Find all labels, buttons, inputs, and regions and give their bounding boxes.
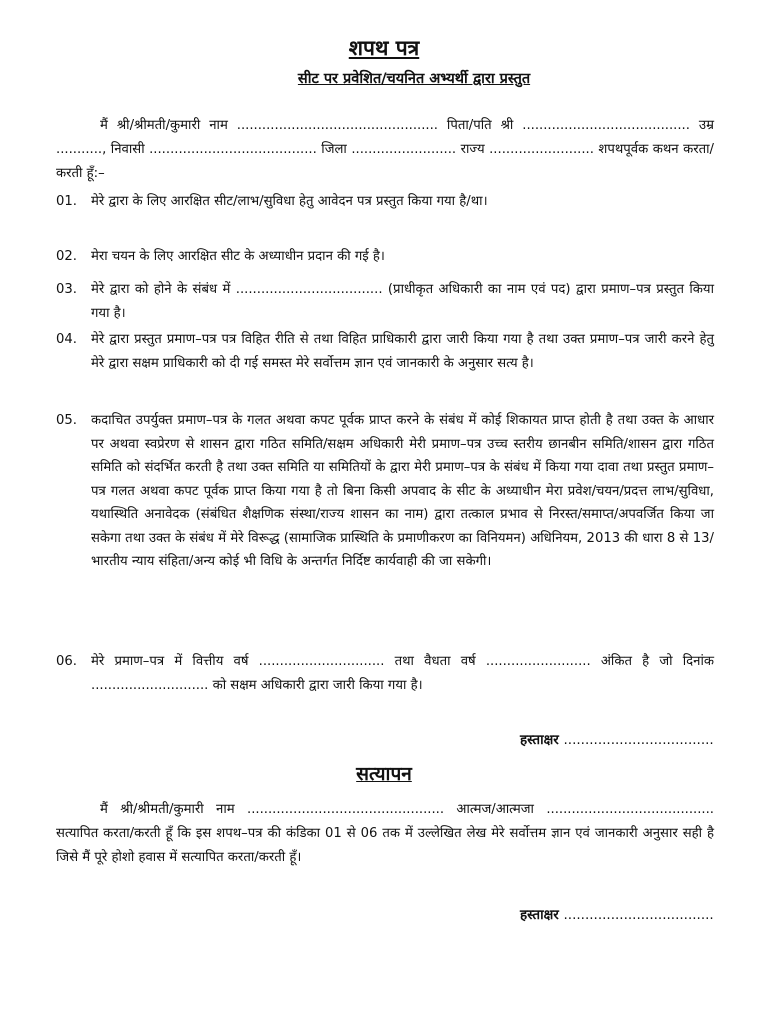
item-number: 06.: [56, 654, 77, 669]
item-text: मेरे द्वारा प्रस्तुत प्रमाण–पत्र पत्र विहित रीति से तथा विहित प्राधिकारी द्वारा जारी किया गया है तथा उक्त प्रमाण–पत्र जारी करने हेतु मेरे द्वारा सक्षम प्राधिकारी को दी गई समस्त मेरे सर्वोत्तम ज्ञान एवं जानकारी के अनुसार सत्य है।: [91, 332, 714, 371]
list-item: [56, 409, 714, 574]
item-text: मेरे प्रमाण–पत्र में वित्तीय वर्ष .............................. तथा वैधता वर्ष ......................... अंकित है जो दिनांक ............................ को सक्षम अधिकारी द्वारा जारी किया गया है।: [91, 654, 714, 693]
signature-line: [520, 730, 714, 748]
list-item: [56, 278, 714, 325]
signature-label: हस्ताक्षर: [520, 732, 559, 748]
intro-paragraph: मैं श्री/श्रीमती/कुमारी नाम ................................................ पिता/पति श्री ........................................ उम्र ..........., निवासी ........................................ जिला ......................... राज्य ......................... शपथपूर्वक कथन करता/करती हूँ:–: [56, 118, 714, 181]
item-number: 04.: [56, 332, 77, 347]
document-title: शपथ पत्र: [348, 36, 420, 60]
signature-label: हस्ताक्षर: [520, 907, 559, 923]
signature-line: [520, 905, 714, 923]
item-number: 05.: [56, 413, 77, 428]
list-item: [56, 650, 714, 697]
signature-dots: ...................................: [563, 907, 714, 923]
list-item: [56, 328, 714, 375]
verification-title: सत्यापन: [356, 763, 412, 785]
item-number: 02.: [56, 249, 77, 264]
list-item: [56, 245, 714, 269]
document-subtitle: सीट पर प्रवेशित/चयनित अभ्यर्थी द्वारा प्रस्तुत: [297, 71, 531, 87]
item-text: मेरा चयन के लिए आरक्षित सीट के अध्याधीन प्रदान की गई है।: [91, 249, 385, 264]
item-number: 01.: [56, 194, 77, 209]
verification-paragraph: मैं श्री/श्रीमती/कुमारी नाम ............................................... आत्मज/आत्मजा ........................................ सत्यापित करता/करती हूँ कि इस शपथ–पत्र की कंडिका 01 से 06 तक में उल्लेखित लेख मेरे सर्वोत्तम ज्ञान एवं जानकारी अनुसार सही है जिसे मैं पूरे होशो हवास में सत्यापित करता/करती हूँ।: [56, 802, 714, 865]
item-text: कदाचित उपर्युक्त प्रमाण–पत्र के गलत अथवा कपट पूर्वक प्राप्त करने के संबंध में कोई शिकायत प्राप्त होती है तथा उक्त के आधार पर अथवा स्वप्रेरण से शासन द्वारा गठित समिति/सक्षम अधिकारी मेरी प्रमाण–पत्र उच्च स्तरीय छानबीन समिति/शासन द्वारा गठित समिति को संदर्भित करती है तथा उक्त समिति या समितियों के द्वारा मेरी प्रमाण–पत्र के संबंध में किया गया दावा तथा प्रस्तुत प्रमाण–पत्र गलत अथवा कपट पूर्वक प्राप्त किया गया है तो बिना किसी अपवाद के सीट के अध्याधीन मेरा प्रवेश/चयन/प्रदत्त लाभ/सुविधा, यथास्थिति अनावेदक (संबंधित शैक्षणिक संस्था/राज्य शासन का नाम) द्वारा तत्काल प्रभाव से निरस्त/समाप्त/अपवर्जित किया जा सकेगा तथा उक्त के संबंध में मेरे विरूद्ध (सामाजिक प्रास्थिति के प्रमाणीकरण का विनियमन) अधिनियम, 2013 की धारा 8 से 13/भारतीय न्याय संहिता/अन्य कोई भी विधि के अन्तर्गत निर्दिष्ट कार्यवाही की जा सकेगी।: [91, 413, 714, 569]
item-number: 03.: [56, 282, 77, 297]
item-text: मेरे द्वारा को होने के संबंध में ................................... (प्राधीकृत अधिकारी का नाम एवं पद) द्वारा प्रमाण–पत्र प्रस्तुत किया गया है।: [91, 282, 714, 321]
list-item: [56, 190, 714, 214]
item-text: मेरे द्वारा के लिए आरक्षित सीट/लाभ/सुविधा हेतु आवेदन पत्र प्रस्तुत किया गया है/था।: [91, 194, 488, 209]
signature-dots: ...................................: [563, 732, 714, 748]
